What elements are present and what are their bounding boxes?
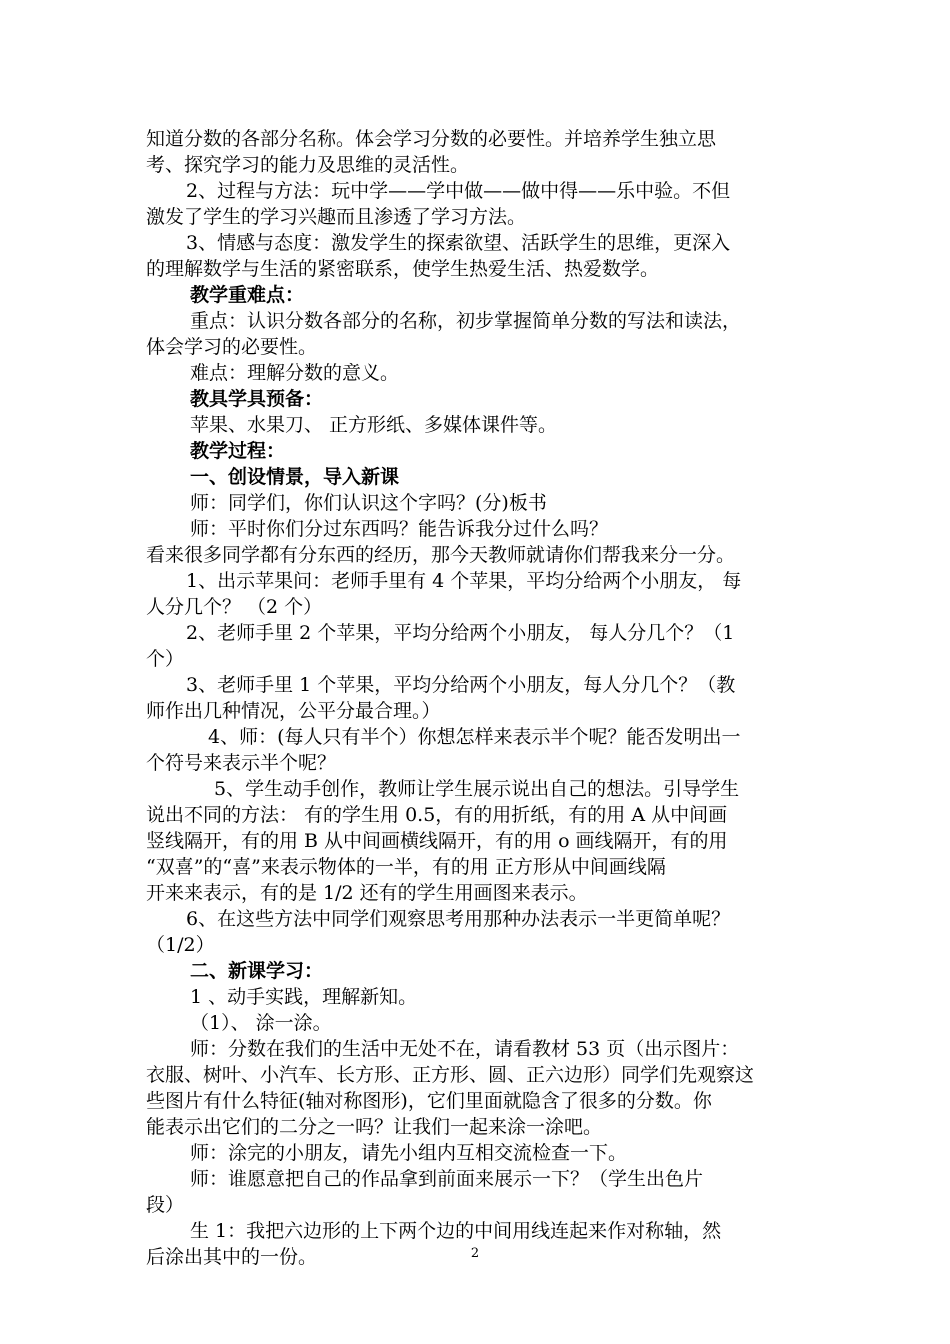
- text-line: 1、出示苹果问：老师手里有 4 个苹果，平均分给两个小朋友， 每: [186, 570, 742, 592]
- text-line: 3、情感与态度：激发学生的探索欲望、活跃学生的思维，更深入: [186, 232, 731, 254]
- text-line: 段）: [146, 1194, 185, 1216]
- text-line: 衣服、树叶、小汽车、长方形、正方形、圆、正六边形）同学们先观察这: [146, 1064, 755, 1086]
- text-line: （1）、 涂一涂。: [190, 1012, 332, 1034]
- text-line: 说出不同的方法： 有的学生用 0.5，有的用折纸，有的用 A 从中间画: [146, 804, 728, 826]
- text-line: 竖线隔开，有的用 B 从中间画横线隔开，有的用 o 画线隔开，有的用: [146, 830, 728, 852]
- text-line: 师：平时你们分过东西吗？能告诉我分过什么吗？: [190, 518, 609, 540]
- text-line: 难点：理解分数的意义。: [190, 362, 400, 384]
- text-line: 体会学习的必要性。: [146, 336, 318, 358]
- section-heading: 教学重难点：: [190, 284, 305, 306]
- text-line: “双喜”的“喜”来表示物体的一半，有的用 正方形从中间画线隔: [146, 856, 666, 878]
- text-line: 苹果、水果刀、 正方形纸、多媒体课件等。: [190, 414, 558, 436]
- text-line: 师：同学们，你们认识这个字吗？(分)板书: [190, 492, 547, 514]
- text-line: 师作出几种情况，公平分最合理。）: [146, 700, 441, 722]
- text-line: 6、在这些方法中同学们观察思考用那种办法表示一半更简单呢？: [186, 908, 731, 930]
- text-line: 激发了学生的学习兴趣而且渗透了学习方法。: [146, 206, 527, 228]
- text-line: 生 1：我把六边形的上下两个边的中间用线连起来作对称轴，然: [190, 1220, 722, 1242]
- text-line: 能表示出它们的二分之一吗？让我们一起来涂一涂吧。: [146, 1116, 603, 1138]
- text-line: 5、学生动手创作，教师让学生展示说出自己的想法。引导学生: [214, 778, 740, 800]
- section-heading: 二、新课学习：: [190, 960, 324, 982]
- text-line: 师：涂完的小朋友，请先小组内互相交流检查一下。: [190, 1142, 628, 1164]
- text-line: 重点：认识分数各部分的名称，初步掌握简单分数的写法和读法，: [190, 310, 742, 332]
- section-heading: 教具学具预备：: [190, 388, 324, 410]
- text-line: 师：分数在我们的生活中无处不在，请看教材 53 页（出示图片：: [190, 1038, 740, 1060]
- text-line: 4、师：(每人只有半个）你想怎样来表示半个呢？能否发明出一: [208, 726, 741, 748]
- text-line: 2、过程与方法：玩中学——学中做——做中得——乐中验。不但: [186, 180, 731, 202]
- text-line: 2、老师手里 2 个苹果，平均分给两个小朋友， 每人分几个？（1: [186, 622, 735, 644]
- text-line: 知道分数的各部分名称。体会学习分数的必要性。并培养学生独立思: [146, 128, 717, 150]
- body-text: [146, 126, 814, 1270]
- section-heading: 教学过程：: [190, 440, 286, 462]
- text-line: 开来来表示，有的是 1/2 还有的学生用画图来表示。: [146, 882, 588, 904]
- section-heading: 一、创设情景，导入新课: [190, 466, 400, 488]
- text-line: 师：谁愿意把自己的作品拿到前面来展示一下？（学生出色片: [190, 1168, 704, 1190]
- text-line: 些图片有什么特征(轴对称图形)，它们里面就隐含了很多的分数。你: [146, 1090, 712, 1112]
- text-line: 的理解数学与生活的紧密联系，使学生热爱生活、热爱数学。: [146, 258, 660, 280]
- page-number: 2: [470, 1246, 480, 1261]
- text-line: 个）: [146, 648, 185, 670]
- text-line: 个符号来表示半个呢？: [146, 752, 337, 774]
- text-line: 后涂出其中的一份。: [146, 1246, 318, 1268]
- text-line: 人分几个？ （2 个）: [146, 596, 323, 618]
- text-line: 1 、动手实践，理解新知。: [190, 986, 418, 1008]
- text-line: （1/2）: [146, 934, 215, 956]
- text-line: 考、探究学习的能力及思维的灵活性。: [146, 154, 470, 176]
- text-line: 3、老师手里 1 个苹果，平均分给两个小朋友，每人分几个？（教: [186, 674, 736, 696]
- text-line: 看来很多同学都有分东西的经历，那今天教师就请你们帮我来分一分。: [146, 544, 736, 566]
